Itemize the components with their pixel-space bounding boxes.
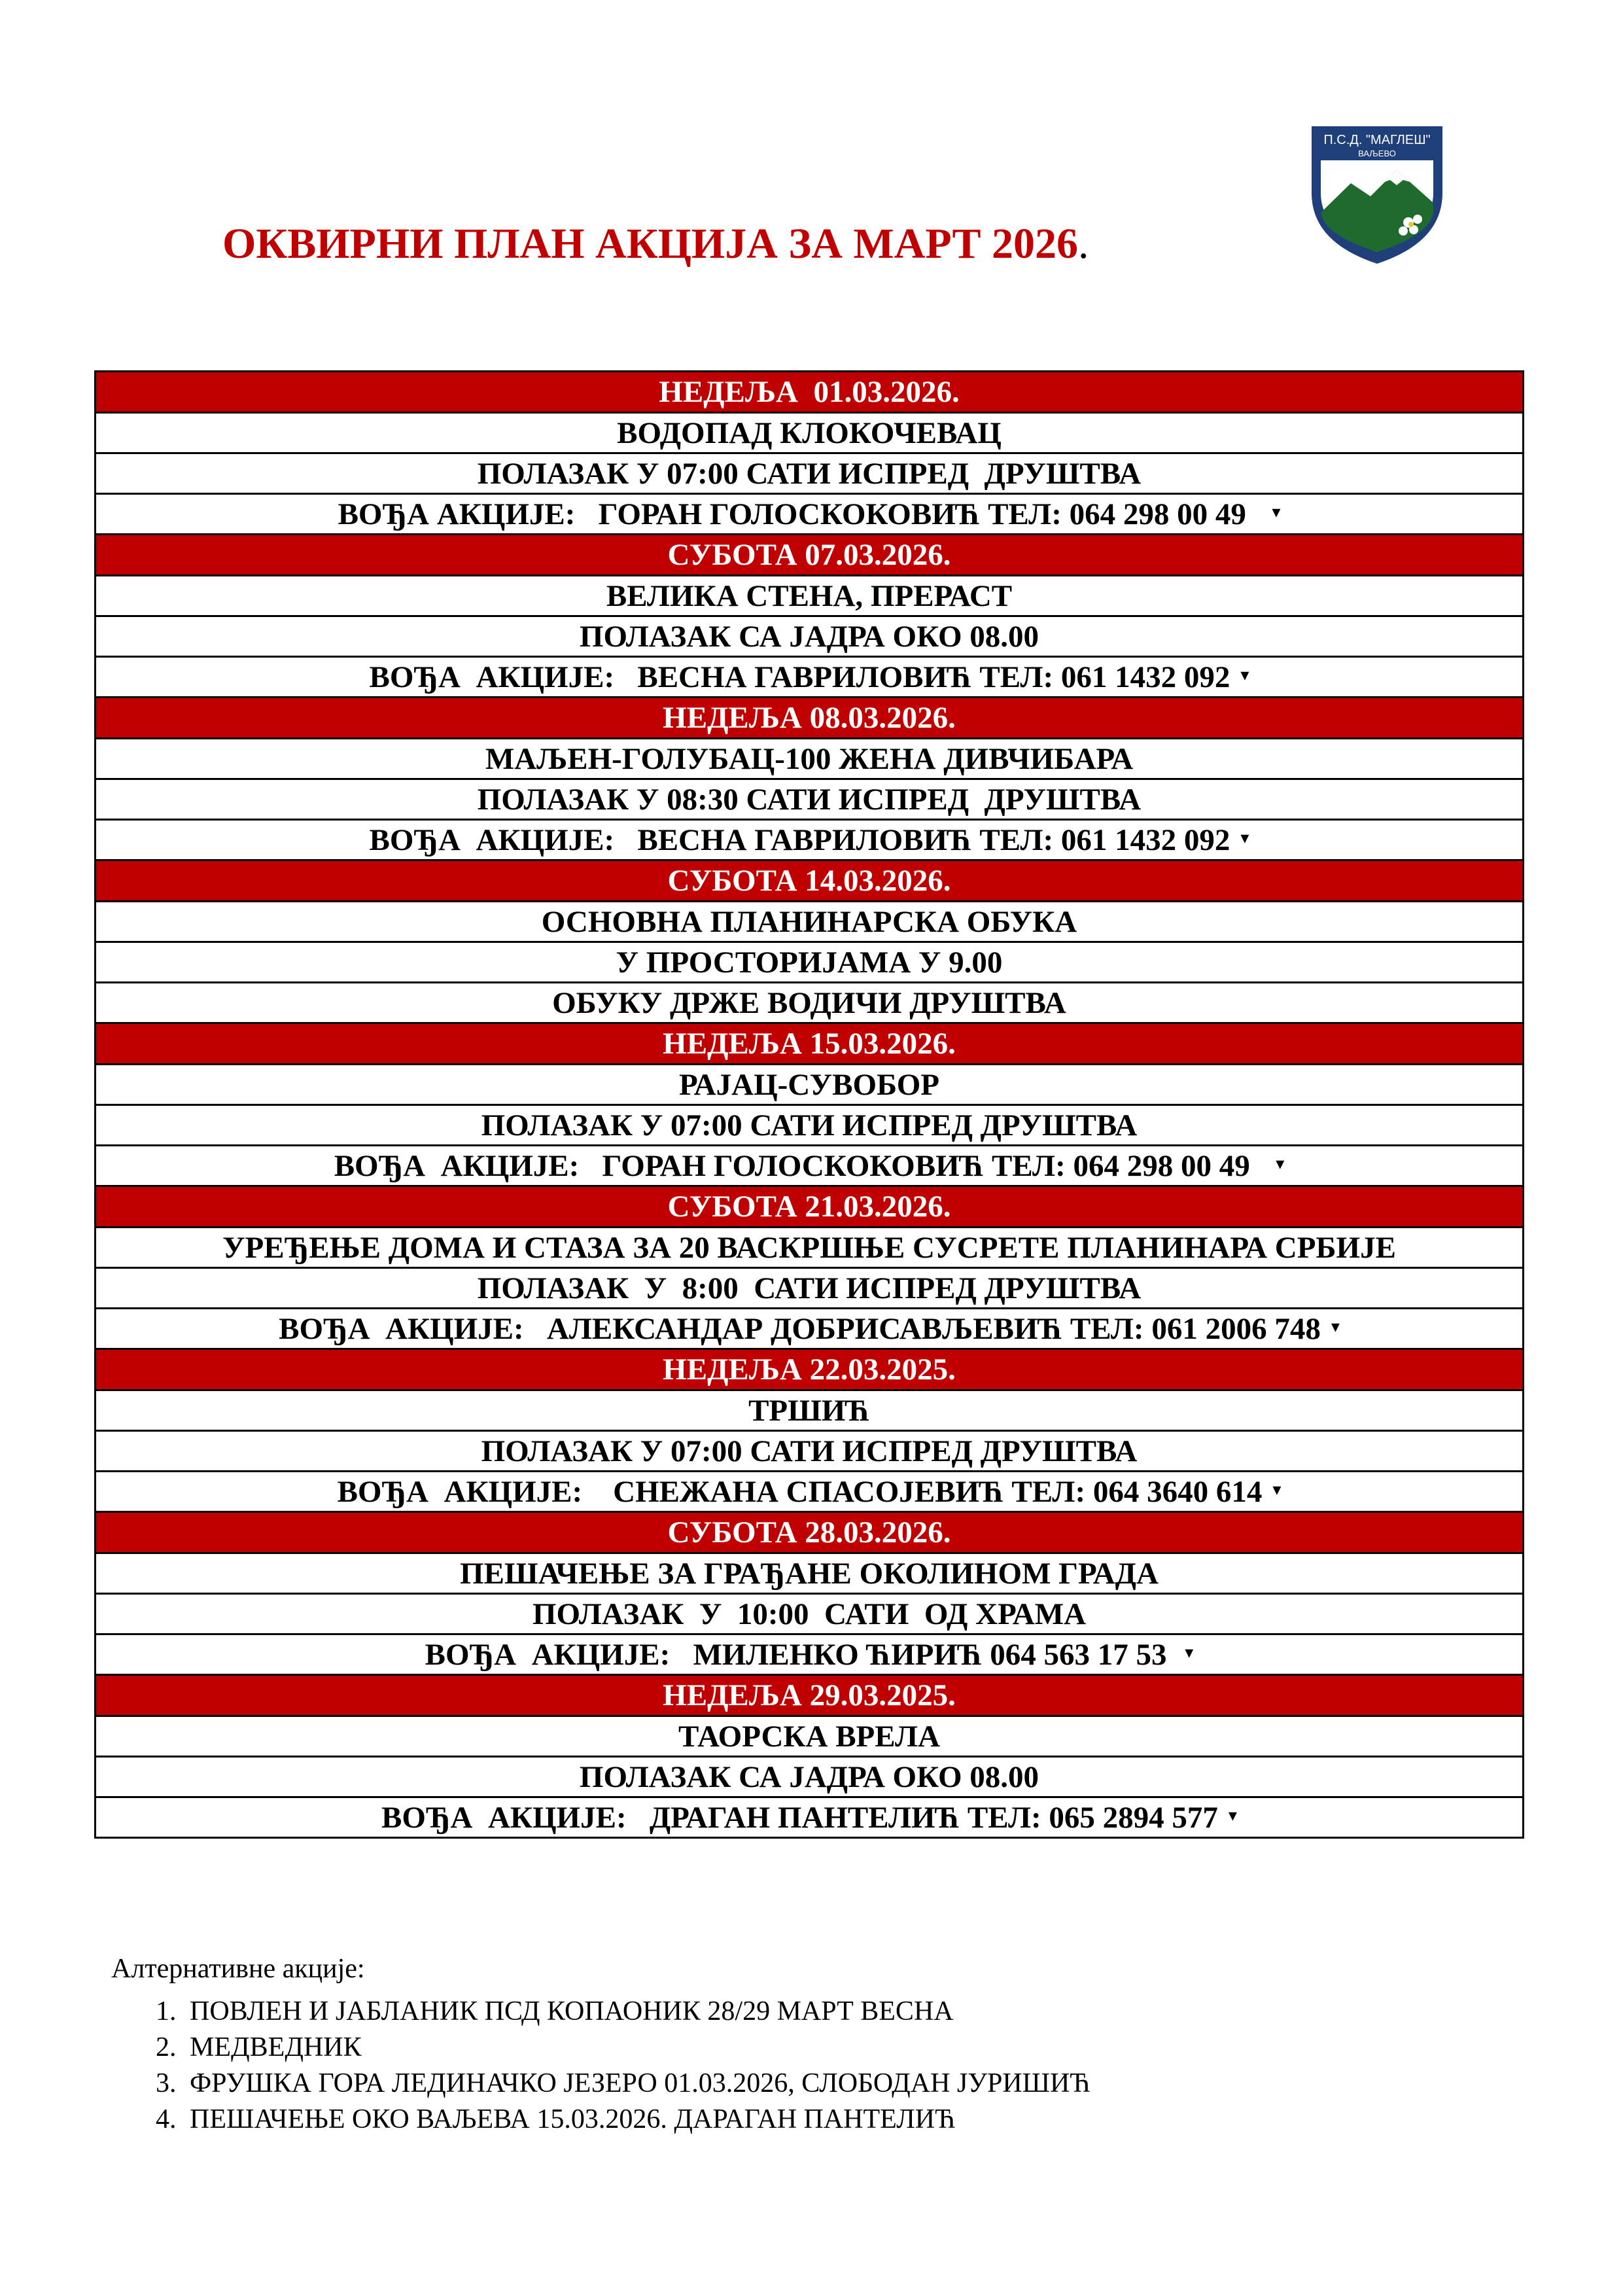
table-row <box>96 657 1524 698</box>
cell-text: МАЉЕН-ГОЛУБАЦ-100 ЖЕНА ДИВЧИБАРА <box>485 741 1134 776</box>
logo-city-text: ВАЉЕВО <box>1358 149 1396 158</box>
table-row <box>96 1757 1524 1797</box>
dropdown-caret-icon: ▾ <box>1272 1479 1282 1499</box>
date-header-cell <box>96 1512 1524 1553</box>
club-logo-shield <box>1299 115 1456 268</box>
table-row <box>96 1105 1524 1146</box>
schedule-table <box>94 370 1524 1839</box>
cell-text: РАЈАЦ-СУВОБОР <box>678 1067 940 1102</box>
table-row <box>96 616 1524 657</box>
cell-text: ТАОРСКА ВРЕЛА <box>678 1719 940 1754</box>
date-header-cell <box>96 1023 1524 1065</box>
table-row <box>96 1268 1524 1309</box>
table-cell <box>96 1634 1524 1675</box>
date-header-row <box>96 860 1524 902</box>
cell-text: У ПРОСТОРИЈАМА У 9.00 <box>616 945 1003 980</box>
dropdown-caret-icon: ▾ <box>1331 1316 1340 1336</box>
table-row <box>96 1472 1524 1512</box>
alternative-item: 2. МЕДВЕДНИК <box>183 2030 1091 2066</box>
date-header-row <box>96 1675 1524 1716</box>
date-header-cell <box>96 698 1524 739</box>
table-cell <box>96 1797 1524 1838</box>
table-cell <box>96 983 1524 1023</box>
table-cell <box>96 942 1524 983</box>
page-title-text: ОКВИРНИ ПЛАН АКЦИЈА ЗА МАРТ 2026 <box>222 220 1079 268</box>
alternative-item: 4. ПЕШАЧЕЊЕ ОКО ВАЉЕВА 15.03.2026. ДАРАГАН ПАНТЕЛИЋ <box>183 2102 1091 2138</box>
table-cell <box>96 1268 1524 1309</box>
table-row <box>96 1390 1524 1431</box>
date-header-text: НЕДЕЉА 01.03.2026. <box>659 375 960 409</box>
date-header-cell <box>96 1675 1524 1716</box>
table-cell <box>96 494 1524 535</box>
table-cell <box>96 1105 1524 1146</box>
cell-text: ПЕШАЧЕЊЕ ЗА ГРАЂАНЕ ОКОЛИНОМ ГРАДА <box>460 1556 1159 1591</box>
cell-text: ВОЂА АКЦИЈЕ: ДРАГАН ПАНТЕЛИЋ ТЕЛ: 065 2894 577 <box>381 1800 1218 1835</box>
date-header-cell <box>96 1186 1524 1227</box>
date-header-row <box>96 535 1524 576</box>
dropdown-caret-icon: ▾ <box>1240 665 1249 684</box>
cell-text: ВОДОПАД КЛОКОЧЕВАЦ <box>617 415 1002 450</box>
cell-text: ОСНОВНА ПЛАНИНАРСКА ОБУКА <box>541 904 1077 939</box>
table-cell <box>96 1594 1524 1634</box>
date-header-row <box>96 1512 1524 1553</box>
cell-text: ПОЛАЗАК СА ЈАДРА ОКО 08.00 <box>579 619 1039 654</box>
cell-text: ОБУКУ ДРЖЕ ВОДИЧИ ДРУШТВА <box>552 985 1066 1020</box>
table-row <box>96 413 1524 453</box>
table-row <box>96 494 1524 535</box>
logo-org-text: П.С.Д. "МАГЛЕШ" <box>1323 133 1431 147</box>
table-row <box>96 942 1524 983</box>
table-row <box>96 983 1524 1023</box>
date-header-text: НЕДЕЉА 29.03.2025. <box>663 1678 956 1712</box>
table-cell <box>96 413 1524 453</box>
table-cell <box>96 1716 1524 1757</box>
cell-text: УРЕЂЕЊЕ ДОМА И СТАЗА ЗА 20 ВАСКРШЊЕ СУСРЕТЕ ПЛАНИНАРА СРБИЈЕ <box>222 1230 1396 1265</box>
alternatives-section <box>111 1953 1091 2138</box>
date-header-cell <box>96 860 1524 902</box>
alternatives-list <box>111 1994 1091 2138</box>
cell-text: ВОЂА АКЦИЈЕ: АЛЕКСАНДАР ДОБРИСАВЉЕВИЋ ТЕЛ: 061 2006 748 <box>279 1311 1321 1346</box>
cell-text: ВОЂА АКЦИЈЕ: ВЕСНА ГАВРИЛОВИЋ ТЕЛ: 061 1432 092 <box>369 660 1230 694</box>
alternative-item: 1. ПОВЛЕН И ЈАБЛАНИК ПСД КОПАОНИК 28/29 МАРТ ВЕСНА <box>183 1994 1091 2030</box>
table-cell <box>96 616 1524 657</box>
date-header-text: НЕДЕЉА 22.03.2025. <box>663 1352 956 1386</box>
cell-text: ПОЛАЗАК СА ЈАДРА ОКО 08.00 <box>579 1759 1039 1794</box>
date-header-text: СУБОТА 07.03.2026. <box>667 538 951 572</box>
table-cell <box>96 1227 1524 1268</box>
table-cell <box>96 1065 1524 1105</box>
date-header-text: СУБОТА 14.03.2026. <box>667 864 951 898</box>
cell-text: ВОЂА АКЦИЈЕ: ГОРАН ГОЛОСКОКОВИЋ ТЕЛ: 064 298 00 49 <box>338 497 1262 531</box>
dropdown-caret-icon: ▾ <box>1228 1805 1237 1825</box>
table-row <box>96 453 1524 494</box>
table-row <box>96 1634 1524 1675</box>
date-header-row <box>96 1186 1524 1227</box>
table-row <box>96 1146 1524 1186</box>
cell-text: ПОЛАЗАК У 07:00 САТИ ИСПРЕД ДРУШТВА <box>481 1434 1138 1468</box>
table-row <box>96 1065 1524 1105</box>
table-cell <box>96 576 1524 616</box>
page-title <box>222 219 1089 269</box>
table-cell <box>96 1309 1524 1349</box>
table-cell <box>96 657 1524 698</box>
dropdown-caret-icon: ▾ <box>1276 1154 1285 1173</box>
cell-text: ВЕЛИКА СТЕНА, ПРЕРАСТ <box>606 578 1013 613</box>
table-row <box>96 1594 1524 1634</box>
cell-text: ВОЂА АКЦИЈЕ: ВЕСНА ГАВРИЛОВИЋ ТЕЛ: 061 1432 092 <box>369 822 1230 857</box>
table-row <box>96 1227 1524 1268</box>
page-title-suffix: . <box>1078 220 1089 268</box>
cell-text: ПОЛАЗАК У 07:00 САТИ ИСПРЕД ДРУШТВА <box>477 456 1142 491</box>
date-header-row <box>96 1023 1524 1065</box>
date-header-cell <box>96 372 1524 413</box>
dropdown-caret-icon: ▾ <box>1272 502 1281 521</box>
alternative-item: 3. ФРУШКА ГОРА ЛЕДИНАЧКО ЈЕЗЕРО 01.03.2026, СЛОБОДАН ЈУРИШИЋ <box>183 2066 1091 2102</box>
table-cell <box>96 1472 1524 1512</box>
date-header-row <box>96 698 1524 739</box>
table-row <box>96 576 1524 616</box>
table-cell <box>96 1431 1524 1472</box>
cell-text: ТРШИЋ <box>748 1393 870 1428</box>
table-row <box>96 779 1524 820</box>
date-header-row <box>96 1349 1524 1390</box>
club-logo <box>1299 115 1456 268</box>
table-cell <box>96 1390 1524 1431</box>
table-row <box>96 820 1524 860</box>
table-row <box>96 1797 1524 1838</box>
table-row <box>96 902 1524 942</box>
cell-text: ПОЛАЗАК У 8:00 САТИ ИСПРЕД ДРУШТВА <box>477 1271 1142 1305</box>
table-cell <box>96 739 1524 779</box>
cell-text: ПОЛАЗАК У 08:30 САТИ ИСПРЕД ДРУШТВА <box>477 782 1142 817</box>
table-row <box>96 1716 1524 1757</box>
date-header-text: СУБОТА 21.03.2026. <box>667 1190 951 1224</box>
cell-text: ВОЂА АКЦИЈЕ: ГОРАН ГОЛОСКОКОВИЋ ТЕЛ: 064 298 00 49 <box>334 1148 1266 1183</box>
date-header-text: НЕДЕЉА 15.03.2026. <box>663 1027 956 1061</box>
date-header-text: НЕДЕЉА 08.03.2026. <box>663 701 956 735</box>
table-row <box>96 1553 1524 1594</box>
dropdown-caret-icon: ▾ <box>1240 828 1249 847</box>
table-cell <box>96 1757 1524 1797</box>
date-header-text: СУБОТА 28.03.2026. <box>667 1515 951 1549</box>
table-cell <box>96 902 1524 942</box>
table-row <box>96 1431 1524 1472</box>
table-cell <box>96 779 1524 820</box>
table-cell <box>96 1553 1524 1594</box>
cell-text: ПОЛАЗАК У 10:00 САТИ ОД ХРАМА <box>532 1597 1087 1631</box>
table-cell <box>96 1146 1524 1186</box>
date-header-cell <box>96 1349 1524 1390</box>
cell-text: ПОЛАЗАК У 07:00 САТИ ИСПРЕД ДРУШТВА <box>481 1108 1138 1142</box>
date-header-row <box>96 372 1524 413</box>
cell-text: ВОЂА АКЦИЈЕ: МИЛЕНКО ЋИРИЋ 064 563 17 53 <box>425 1637 1175 1672</box>
table-row <box>96 739 1524 779</box>
alternatives-label: Алтернативне акције: <box>111 1954 365 1984</box>
dropdown-caret-icon: ▾ <box>1185 1642 1194 1662</box>
table-row <box>96 1309 1524 1349</box>
table-cell <box>96 453 1524 494</box>
schedule-table-body <box>96 372 1524 1838</box>
date-header-cell <box>96 535 1524 576</box>
cell-text: ВОЂА АКЦИЈЕ: СНЕЖАНА СПАСОЈЕВИЋ ТЕЛ: 064 3640 614 <box>337 1474 1263 1509</box>
table-cell <box>96 820 1524 860</box>
